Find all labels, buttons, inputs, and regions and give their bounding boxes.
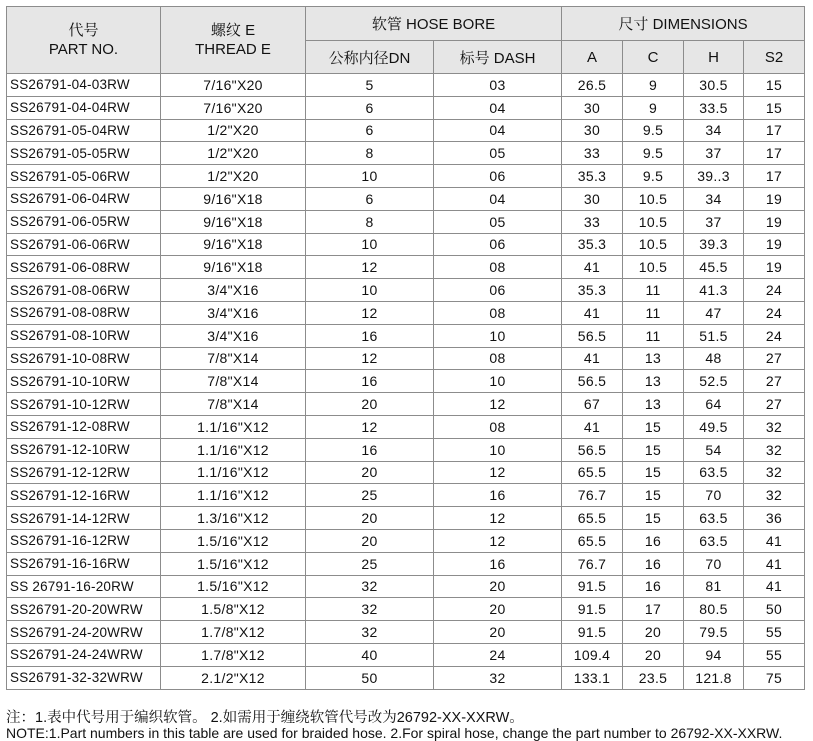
part-no-cell: SS26791-20-20WRW <box>7 598 161 621</box>
dash-cell: 08 <box>434 347 562 370</box>
table-row <box>7 415 805 438</box>
dim-a-cell: 41 <box>562 256 623 279</box>
dim-c-cell: 15 <box>623 415 684 438</box>
dim-a-cell: 41 <box>562 415 623 438</box>
dim-h-cell: 34 <box>684 187 744 210</box>
dn-cell: 20 <box>306 507 434 530</box>
specification-table <box>6 6 805 690</box>
thread-cell: 1.1/16"X12 <box>161 438 306 461</box>
dim-s2-cell: 41 <box>744 552 805 575</box>
table-row <box>7 484 805 507</box>
table-row <box>7 74 805 97</box>
dim-c-cell: 15 <box>623 507 684 530</box>
part-no-cell: SS26791-10-10RW <box>7 370 161 393</box>
dim-h-cell: 47 <box>684 301 744 324</box>
dim-s2-cell: 19 <box>744 187 805 210</box>
dim-s2-cell: 17 <box>744 142 805 165</box>
thread-cell: 3/4"X16 <box>161 279 306 302</box>
dim-c-cell: 13 <box>623 393 684 416</box>
part-no-cell: SS26791-06-05RW <box>7 210 161 233</box>
dn-cell: 10 <box>306 233 434 256</box>
header-hose-bore: 软管 HOSE BORE <box>306 7 562 41</box>
dim-a-cell: 76.7 <box>562 484 623 507</box>
header-dash: 标号 DASH <box>434 41 562 74</box>
table-row <box>7 187 805 210</box>
header-part-no-en: PART NO. <box>48 41 119 58</box>
table-row <box>7 598 805 621</box>
thread-cell: 1.5/8"X12 <box>161 598 306 621</box>
part-no-cell: SS26791-24-24WRW <box>7 643 161 666</box>
dash-cell: 12 <box>434 507 562 530</box>
dim-h-cell: 37 <box>684 142 744 165</box>
dn-cell: 8 <box>306 210 434 233</box>
dn-cell: 16 <box>306 324 434 347</box>
dim-a-cell: 33 <box>562 142 623 165</box>
thread-cell: 1.7/8"X12 <box>161 643 306 666</box>
dash-cell: 20 <box>434 575 562 598</box>
dim-h-cell: 63.5 <box>684 507 744 530</box>
table-row <box>7 575 805 598</box>
dash-cell: 06 <box>434 165 562 188</box>
dash-cell: 12 <box>434 393 562 416</box>
dash-cell: 24 <box>434 643 562 666</box>
dash-cell: 08 <box>434 415 562 438</box>
dn-cell: 40 <box>306 643 434 666</box>
part-no-cell: SS26791-06-04RW <box>7 187 161 210</box>
table-row <box>7 324 805 347</box>
dim-h-cell: 80.5 <box>684 598 744 621</box>
thread-cell: 1.3/16"X12 <box>161 507 306 530</box>
dim-h-cell: 30.5 <box>684 74 744 97</box>
thread-cell: 2.1/2"X12 <box>161 666 306 689</box>
table-row <box>7 552 805 575</box>
header-a: A <box>562 41 623 74</box>
thread-cell: 1.1/16"X12 <box>161 484 306 507</box>
part-no-cell: SS26791-08-06RW <box>7 279 161 302</box>
header-c: C <box>623 41 684 74</box>
thread-cell: 3/4"X16 <box>161 301 306 324</box>
dim-c-cell: 9.5 <box>623 142 684 165</box>
header-s2: S2 <box>744 41 805 74</box>
dash-cell: 03 <box>434 74 562 97</box>
table-body <box>7 74 805 690</box>
dim-a-cell: 133.1 <box>562 666 623 689</box>
dim-h-cell: 41.3 <box>684 279 744 302</box>
dim-c-cell: 20 <box>623 621 684 644</box>
dim-a-cell: 76.7 <box>562 552 623 575</box>
dim-h-cell: 94 <box>684 643 744 666</box>
dn-cell: 5 <box>306 74 434 97</box>
dim-h-cell: 33.5 <box>684 96 744 119</box>
thread-cell: 9/16"X18 <box>161 210 306 233</box>
part-no-cell: SS26791-08-10RW <box>7 324 161 347</box>
part-no-cell: SS26791-05-06RW <box>7 165 161 188</box>
table-row <box>7 370 805 393</box>
dim-s2-cell: 36 <box>744 507 805 530</box>
dn-cell: 6 <box>306 119 434 142</box>
table-row <box>7 438 805 461</box>
dim-c-cell: 17 <box>623 598 684 621</box>
dash-cell: 10 <box>434 370 562 393</box>
dim-a-cell: 65.5 <box>562 507 623 530</box>
part-no-cell: SS26791-12-16RW <box>7 484 161 507</box>
thread-cell: 1.5/16"X12 <box>161 575 306 598</box>
dim-a-cell: 41 <box>562 347 623 370</box>
dim-s2-cell: 17 <box>744 165 805 188</box>
dash-cell: 04 <box>434 119 562 142</box>
dim-s2-cell: 32 <box>744 484 805 507</box>
dash-cell: 20 <box>434 621 562 644</box>
dim-a-cell: 56.5 <box>562 438 623 461</box>
table-row <box>7 621 805 644</box>
dim-a-cell: 91.5 <box>562 598 623 621</box>
table-row <box>7 210 805 233</box>
dim-a-cell: 30 <box>562 119 623 142</box>
dash-cell: 20 <box>434 598 562 621</box>
dash-cell: 08 <box>434 256 562 279</box>
dim-a-cell: 35.3 <box>562 165 623 188</box>
thread-cell: 9/16"X18 <box>161 187 306 210</box>
part-no-cell: SS26791-16-12RW <box>7 529 161 552</box>
thread-cell: 1/2"X20 <box>161 142 306 165</box>
dim-a-cell: 35.3 <box>562 279 623 302</box>
dash-cell: 04 <box>434 96 562 119</box>
dim-s2-cell: 27 <box>744 347 805 370</box>
dim-h-cell: 37 <box>684 210 744 233</box>
footnote-en: NOTE:1.Part numbers in this table are used for braided hose. 2.For spiral hose, change the part number to 26792-XX-XXRW. <box>6 725 783 741</box>
dn-cell: 6 <box>306 96 434 119</box>
dn-cell: 32 <box>306 575 434 598</box>
dim-s2-cell: 24 <box>744 324 805 347</box>
dn-cell: 10 <box>306 279 434 302</box>
part-no-cell: SS 26791-16-20RW <box>7 575 161 598</box>
table-row <box>7 233 805 256</box>
dim-a-cell: 65.5 <box>562 529 623 552</box>
dn-cell: 32 <box>306 621 434 644</box>
dn-cell: 8 <box>306 142 434 165</box>
dn-cell: 20 <box>306 393 434 416</box>
dim-h-cell: 54 <box>684 438 744 461</box>
part-no-cell: SS26791-06-08RW <box>7 256 161 279</box>
dim-c-cell: 16 <box>623 575 684 598</box>
dim-c-cell: 9.5 <box>623 119 684 142</box>
dim-a-cell: 91.5 <box>562 575 623 598</box>
thread-cell: 7/8"X14 <box>161 370 306 393</box>
dash-cell: 10 <box>434 324 562 347</box>
part-no-cell: SS26791-12-10RW <box>7 438 161 461</box>
dim-a-cell: 26.5 <box>562 74 623 97</box>
dim-a-cell: 30 <box>562 187 623 210</box>
dim-c-cell: 15 <box>623 438 684 461</box>
dim-s2-cell: 15 <box>744 74 805 97</box>
dn-cell: 25 <box>306 552 434 575</box>
dim-s2-cell: 17 <box>744 119 805 142</box>
dim-c-cell: 11 <box>623 279 684 302</box>
dim-a-cell: 35.3 <box>562 233 623 256</box>
dim-c-cell: 10.5 <box>623 233 684 256</box>
header-thread-cn: 螺纹 E <box>210 22 256 39</box>
table-row <box>7 643 805 666</box>
table-row <box>7 507 805 530</box>
dim-h-cell: 63.5 <box>684 529 744 552</box>
part-no-cell: SS26791-14-12RW <box>7 507 161 530</box>
dim-c-cell: 15 <box>623 461 684 484</box>
dim-c-cell: 9.5 <box>623 165 684 188</box>
table-row <box>7 393 805 416</box>
thread-cell: 7/16"X20 <box>161 96 306 119</box>
dim-h-cell: 70 <box>684 552 744 575</box>
dim-h-cell: 81 <box>684 575 744 598</box>
dn-cell: 20 <box>306 461 434 484</box>
dn-cell: 12 <box>306 415 434 438</box>
dim-a-cell: 65.5 <box>562 461 623 484</box>
table-row <box>7 165 805 188</box>
part-no-cell: SS26791-04-04RW <box>7 96 161 119</box>
thread-cell: 9/16"X18 <box>161 256 306 279</box>
table-row <box>7 347 805 370</box>
thread-cell: 7/16"X20 <box>161 74 306 97</box>
table-row <box>7 301 805 324</box>
footnote-cn: 注：1.表中代号用于编织软管。 2.如需用于缠绕软管代号改为26792-XX-XXRW。 <box>6 710 524 726</box>
part-no-cell: SS26791-04-03RW <box>7 74 161 97</box>
dim-s2-cell: 27 <box>744 393 805 416</box>
dim-a-cell: 56.5 <box>562 324 623 347</box>
part-no-cell: SS26791-16-16RW <box>7 552 161 575</box>
dim-c-cell: 13 <box>623 347 684 370</box>
table-row <box>7 529 805 552</box>
dash-cell: 32 <box>434 666 562 689</box>
dim-c-cell: 16 <box>623 552 684 575</box>
dim-h-cell: 51.5 <box>684 324 744 347</box>
dim-s2-cell: 32 <box>744 438 805 461</box>
header-dn: 公称内径DN <box>306 41 434 74</box>
dn-cell: 16 <box>306 370 434 393</box>
dim-s2-cell: 32 <box>744 415 805 438</box>
header-dimensions: 尺寸 DIMENSIONS <box>562 7 805 41</box>
dash-cell: 10 <box>434 438 562 461</box>
thread-cell: 9/16"X18 <box>161 233 306 256</box>
dim-c-cell: 16 <box>623 529 684 552</box>
dim-s2-cell: 19 <box>744 210 805 233</box>
dn-cell: 10 <box>306 165 434 188</box>
dim-c-cell: 11 <box>623 324 684 347</box>
dim-a-cell: 30 <box>562 96 623 119</box>
thread-cell: 7/8"X14 <box>161 393 306 416</box>
part-no-cell: SS26791-10-12RW <box>7 393 161 416</box>
part-no-cell: SS26791-05-04RW <box>7 119 161 142</box>
table-row <box>7 256 805 279</box>
dash-cell: 04 <box>434 187 562 210</box>
dim-s2-cell: 19 <box>744 233 805 256</box>
dn-cell: 16 <box>306 438 434 461</box>
table-row <box>7 96 805 119</box>
dim-c-cell: 15 <box>623 484 684 507</box>
dim-h-cell: 39..3 <box>684 165 744 188</box>
dash-cell: 05 <box>434 142 562 165</box>
part-no-cell: SS26791-12-08RW <box>7 415 161 438</box>
dim-h-cell: 52.5 <box>684 370 744 393</box>
dash-cell: 05 <box>434 210 562 233</box>
dim-h-cell: 121.8 <box>684 666 744 689</box>
part-no-cell: SS26791-05-05RW <box>7 142 161 165</box>
header-part-no-cn: 代号 <box>68 22 99 39</box>
dim-h-cell: 39.3 <box>684 233 744 256</box>
thread-cell: 1/2"X20 <box>161 119 306 142</box>
dim-c-cell: 13 <box>623 370 684 393</box>
dim-h-cell: 70 <box>684 484 744 507</box>
part-no-cell: SS26791-24-20WRW <box>7 621 161 644</box>
thread-cell: 3/4"X16 <box>161 324 306 347</box>
dim-s2-cell: 19 <box>744 256 805 279</box>
dim-s2-cell: 27 <box>744 370 805 393</box>
dash-cell: 12 <box>434 461 562 484</box>
dim-s2-cell: 55 <box>744 621 805 644</box>
dim-s2-cell: 32 <box>744 461 805 484</box>
dash-cell: 06 <box>434 279 562 302</box>
dim-c-cell: 9 <box>623 74 684 97</box>
part-no-cell: SS26791-32-32WRW <box>7 666 161 689</box>
dim-h-cell: 63.5 <box>684 461 744 484</box>
dn-cell: 6 <box>306 187 434 210</box>
thread-cell: 7/8"X14 <box>161 347 306 370</box>
dash-cell: 12 <box>434 529 562 552</box>
dim-c-cell: 9 <box>623 96 684 119</box>
dim-s2-cell: 41 <box>744 575 805 598</box>
table-row <box>7 666 805 689</box>
dash-cell: 06 <box>434 233 562 256</box>
header-thread-en: THREAD E <box>195 41 271 58</box>
dim-c-cell: 10.5 <box>623 256 684 279</box>
dn-cell: 25 <box>306 484 434 507</box>
thread-cell: 1.5/16"X12 <box>161 552 306 575</box>
thread-cell: 1/2"X20 <box>161 165 306 188</box>
part-no-cell: SS26791-10-08RW <box>7 347 161 370</box>
dim-h-cell: 34 <box>684 119 744 142</box>
dim-a-cell: 41 <box>562 301 623 324</box>
dim-s2-cell: 24 <box>744 301 805 324</box>
part-no-cell: SS26791-12-12RW <box>7 461 161 484</box>
table-row <box>7 142 805 165</box>
thread-cell: 1.1/16"X12 <box>161 461 306 484</box>
dash-cell: 16 <box>434 552 562 575</box>
dim-h-cell: 49.5 <box>684 415 744 438</box>
table-header <box>7 7 805 74</box>
dn-cell: 32 <box>306 598 434 621</box>
dim-a-cell: 91.5 <box>562 621 623 644</box>
dim-s2-cell: 24 <box>744 279 805 302</box>
dim-s2-cell: 55 <box>744 643 805 666</box>
dim-h-cell: 45.5 <box>684 256 744 279</box>
dim-c-cell: 10.5 <box>623 187 684 210</box>
dim-s2-cell: 41 <box>744 529 805 552</box>
part-no-cell: SS26791-08-08RW <box>7 301 161 324</box>
dim-a-cell: 67 <box>562 393 623 416</box>
dim-s2-cell: 75 <box>744 666 805 689</box>
dn-cell: 12 <box>306 256 434 279</box>
table-row <box>7 461 805 484</box>
dim-h-cell: 79.5 <box>684 621 744 644</box>
thread-cell: 1.5/16"X12 <box>161 529 306 552</box>
dim-c-cell: 23.5 <box>623 666 684 689</box>
part-no-cell: SS26791-06-06RW <box>7 233 161 256</box>
header-thread <box>161 7 306 74</box>
dim-a-cell: 33 <box>562 210 623 233</box>
dim-s2-cell: 15 <box>744 96 805 119</box>
dim-c-cell: 11 <box>623 301 684 324</box>
thread-cell: 1.7/8"X12 <box>161 621 306 644</box>
table-row <box>7 119 805 142</box>
dim-h-cell: 48 <box>684 347 744 370</box>
dash-cell: 08 <box>434 301 562 324</box>
header-part-no <box>7 7 161 74</box>
dn-cell: 12 <box>306 347 434 370</box>
dash-cell: 16 <box>434 484 562 507</box>
dim-h-cell: 64 <box>684 393 744 416</box>
dim-c-cell: 10.5 <box>623 210 684 233</box>
dim-a-cell: 109.4 <box>562 643 623 666</box>
dn-cell: 50 <box>306 666 434 689</box>
dn-cell: 20 <box>306 529 434 552</box>
dim-a-cell: 56.5 <box>562 370 623 393</box>
dim-s2-cell: 50 <box>744 598 805 621</box>
thread-cell: 1.1/16"X12 <box>161 415 306 438</box>
dim-c-cell: 20 <box>623 643 684 666</box>
dn-cell: 12 <box>306 301 434 324</box>
header-h: H <box>684 41 744 74</box>
table-row <box>7 279 805 302</box>
